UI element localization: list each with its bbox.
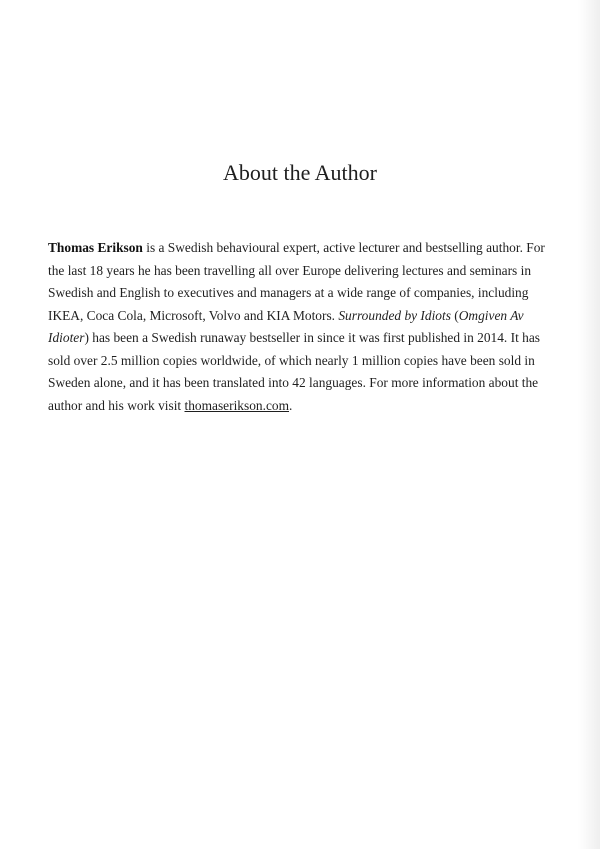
author-website-link[interactable]: thomaserikson.com	[184, 397, 290, 413]
bio-text-4: .	[289, 397, 293, 413]
bio-text-1: is a Swedish behavioural expert, active lecturer and bestselling author. For the last 18 years he has been travelling all over Europe delivering lectures and seminars in Swedish and English to executives and managers at a wide range of companies, including IKEA, Coca Cola, Microsoft, Volvo and KIA Motors.	[48, 240, 545, 323]
book-title: Surrounded by Idiots	[338, 307, 451, 323]
original-book-title: Omgiven Av Idioter	[48, 307, 524, 345]
bio-text-3: ) has been a Swedish runaway bestseller in since it was first published in 2014. It has sold over 2.5 million copies worldwide, of which nearly 1 million copies have been sold in Sweden alone, and it has been translated into 42 languages. For more information about the author and his work visit	[48, 330, 541, 413]
bio-text-2: (	[450, 307, 459, 323]
author-bio-paragraph	[48, 237, 553, 417]
author-name: Thomas Erikson	[48, 240, 143, 255]
page-edge-shadow	[578, 0, 600, 849]
page-title: About the Author	[223, 160, 377, 185]
